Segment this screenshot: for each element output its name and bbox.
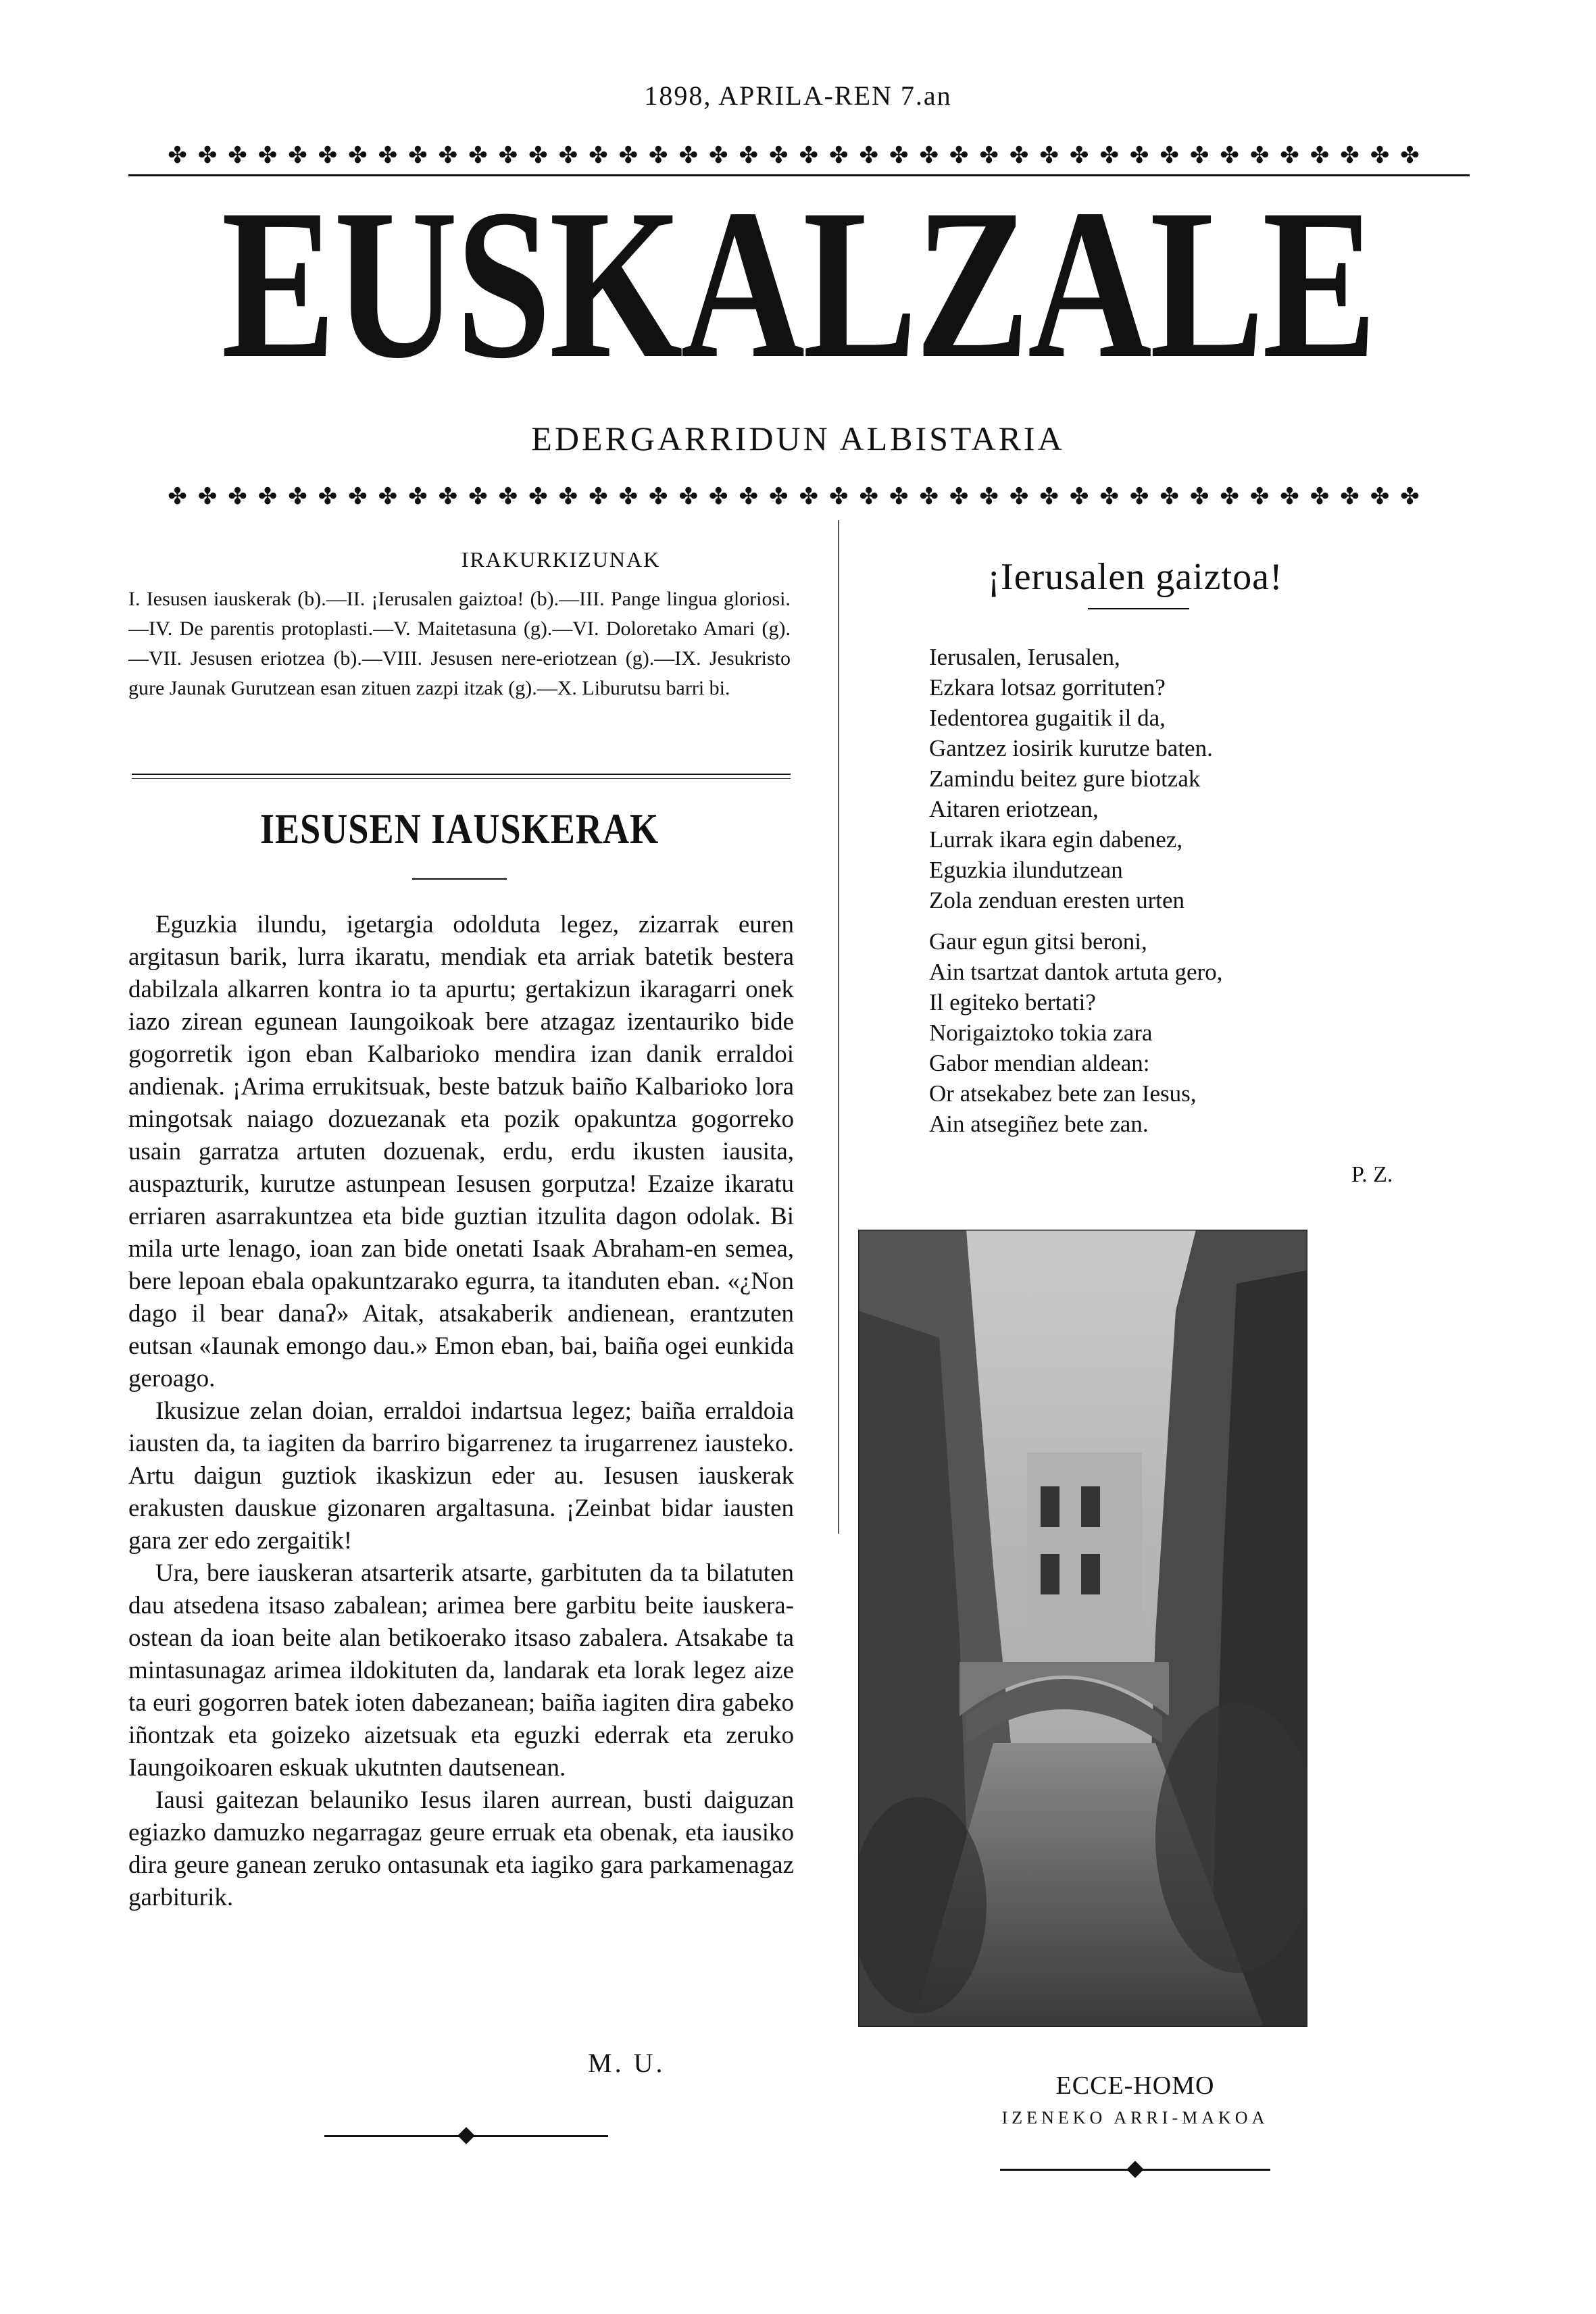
article-paragraph: Eguzkia ilundu, igetargia odolduta legez, zizarrak euren argitasun barik, lurra ikaratu, mendiak eta arriak batetik bestera dabilzala alkarren kontra io ta apurtu; gertakizun ikaragarri onek iazo zirean egunean Iaungoikoak bere atzagaz izentauriko bide gogorretik igon eban Kalbarioko mendira izan danik erraldoi andienak. ¡Arima errukitsuak, beste batzuk baiño Kalbarioko lora mingotsak naiago dozuezanak eta pozik opakuntza gogorreko usain garratza artuten dozuenak, erdu, erdu ikusten iausita, auspazturik, kurutze astunpean Iesusen gorputza! Ezaize ikaratu erriaren asarrakuntzea eta bide guztian itzulita dagon odolak. Bi mila urte lenago, ioan zan bide onetati Isaak Abraham-en semea, bere lepoan ebala opakuntzarako egurra, ta itanduten eban. «¿Non dago il bear danaʔ» Aitak, atsakaberik andienean, erantzuten eutsan «Iaunak emongo dau.» Emon eban, bai, baiña ogei eunkida geroago. — [128, 911, 794, 1392]
masthead-title: EUSKALZALE — [221, 165, 1375, 403]
poem-line: Norigaiztoko tokia zara — [929, 1020, 1153, 1046]
article-paragraph: Iausi gaitezan belauniko Iesus ilaren aurrean, busti daiguzan egiazko damuzko negarragaz geure erruak eta obenak, eta iausiko dira geure ganean zeruko ontasunak eta iagiko gara parkamenagaz garbiturik. — [128, 1786, 794, 1911]
poem-title: ¡Ierusalen gaiztoa! — [987, 556, 1283, 598]
poem-line: Il egiteko bertati? — [929, 989, 1096, 1015]
poem-line: Zola zenduan eresten urten — [929, 887, 1185, 913]
article-paragraph: Ura, bere iauskeran atsarterik atsarte, garbituten da ta bilatuten dau atsedena itsaso zabalean; arimea bere garbitu beite iauskera-ostean da ioan beite alan betikoerako itsaso zabalera. Atsakabe ta mintasunagaz arimea ildokituten da, landarak eta lorak legez aize ta euri gogorren batek ioten dabezanean; baiña iagiten dira gabeko iñontzak eta goizeko aizetsuak eta eguzki ederrak eta zeruko Iaungoikoaren eskuak ukutnten dautsenean. — [128, 1559, 794, 1782]
article-body — [128, 909, 794, 1914]
article-title-rule — [412, 878, 507, 880]
poem-line: Aitaren eriotzean, — [929, 796, 1099, 822]
article-paragraph: Ikusizue zelan doian, erraldoi indartsua legez; baiña erraldoia iausten da, ta iagiten da barriro bigarrenez ta irugarrenez iausteko. Artu daigun guztiok ikaskizun eder au. Iesusen iauskerak erakusten dauskue gizonaren argaltasuna. ¡Zeinbat bidar iausten gara zer edo zergaitik! — [128, 1397, 794, 1555]
masthead-subtitle: EDERGARRIDUN ALBISTARIA — [531, 420, 1065, 457]
poem-line: Gabor mendian aldean: — [929, 1050, 1150, 1076]
poem-line: Gaur egun gitsi beroni, — [929, 928, 1147, 955]
issue-date: 1898, APRILA-REN 7.an — [644, 80, 952, 111]
poem-line: Iedentorea gugaitik il da, — [929, 705, 1166, 731]
contents-rule — [132, 774, 791, 775]
ecce-homo-photograph — [858, 1230, 1307, 2027]
article-signature: M. U. — [588, 2048, 666, 2078]
top-ornament-border: ✤✤✤✤✤✤✤✤✤✤✤✤✤✤✤✤✤✤✤✤✤✤✤✤✤✤✤✤✤✤✤✤✤✤✤✤✤✤✤✤✤✤ — [168, 143, 1430, 168]
poem-line: Lurrak ikara egin dabenez, — [929, 826, 1183, 853]
poem-line: Or atsekabez bete zan Iesus, — [929, 1080, 1197, 1107]
poem-line: Gantzez iosirik kurutze baten. — [929, 735, 1213, 761]
poem-line: Ain atsegiñez bete zan. — [929, 1111, 1149, 1137]
poem-line: Zamindu beitez gure biotzak — [929, 765, 1201, 792]
article-title: IESUSEN IAUSKERAK — [259, 805, 659, 853]
poem-title-rule — [1088, 608, 1189, 609]
poem-line: Ierusalen, Ierusalen, — [929, 644, 1120, 670]
poem-line: Eguzkia ilundutzean — [929, 857, 1123, 883]
contents-heading: IRAKURKIZUNAK — [461, 547, 661, 572]
photo-subcaption: IZENEKO ARRI-MAKOA — [1001, 2108, 1269, 2128]
contents-rule-thin — [132, 778, 791, 779]
poem-body — [929, 642, 1443, 1139]
contents-list: I. Iesusen iauskerak (b).—II. ¡Ierusalen gaiztoa! (b).—III. Pange lingua gloriosi.—IV. De parentis protoplasti.—V. Maitetasuna (g).—VI. Doloretako Amari (g).—VII. Jesusen eriotzea (b).—VIII. Jesusen nere-eriotzean (g).—IX. Jesukristo gure Jaunak Gurutzean esan zituen zazpi itzak (g).—X. Liburutsu barri bi. — [128, 588, 791, 699]
poem-signature: P. Z. — [1351, 1162, 1393, 1187]
poem-line: Ain tsartzat dantok artuta gero, — [929, 959, 1223, 985]
middle-ornament-border: ✤✤✤✤✤✤✤✤✤✤✤✤✤✤✤✤✤✤✤✤✤✤✤✤✤✤✤✤✤✤✤✤✤✤✤✤✤✤✤✤✤✤ — [168, 484, 1430, 509]
poem-line: Ezkara lotsaz gorrituten? — [929, 674, 1166, 701]
column-divider — [838, 520, 839, 1534]
photo-caption: ECCE-HOMO — [1055, 2071, 1215, 2100]
